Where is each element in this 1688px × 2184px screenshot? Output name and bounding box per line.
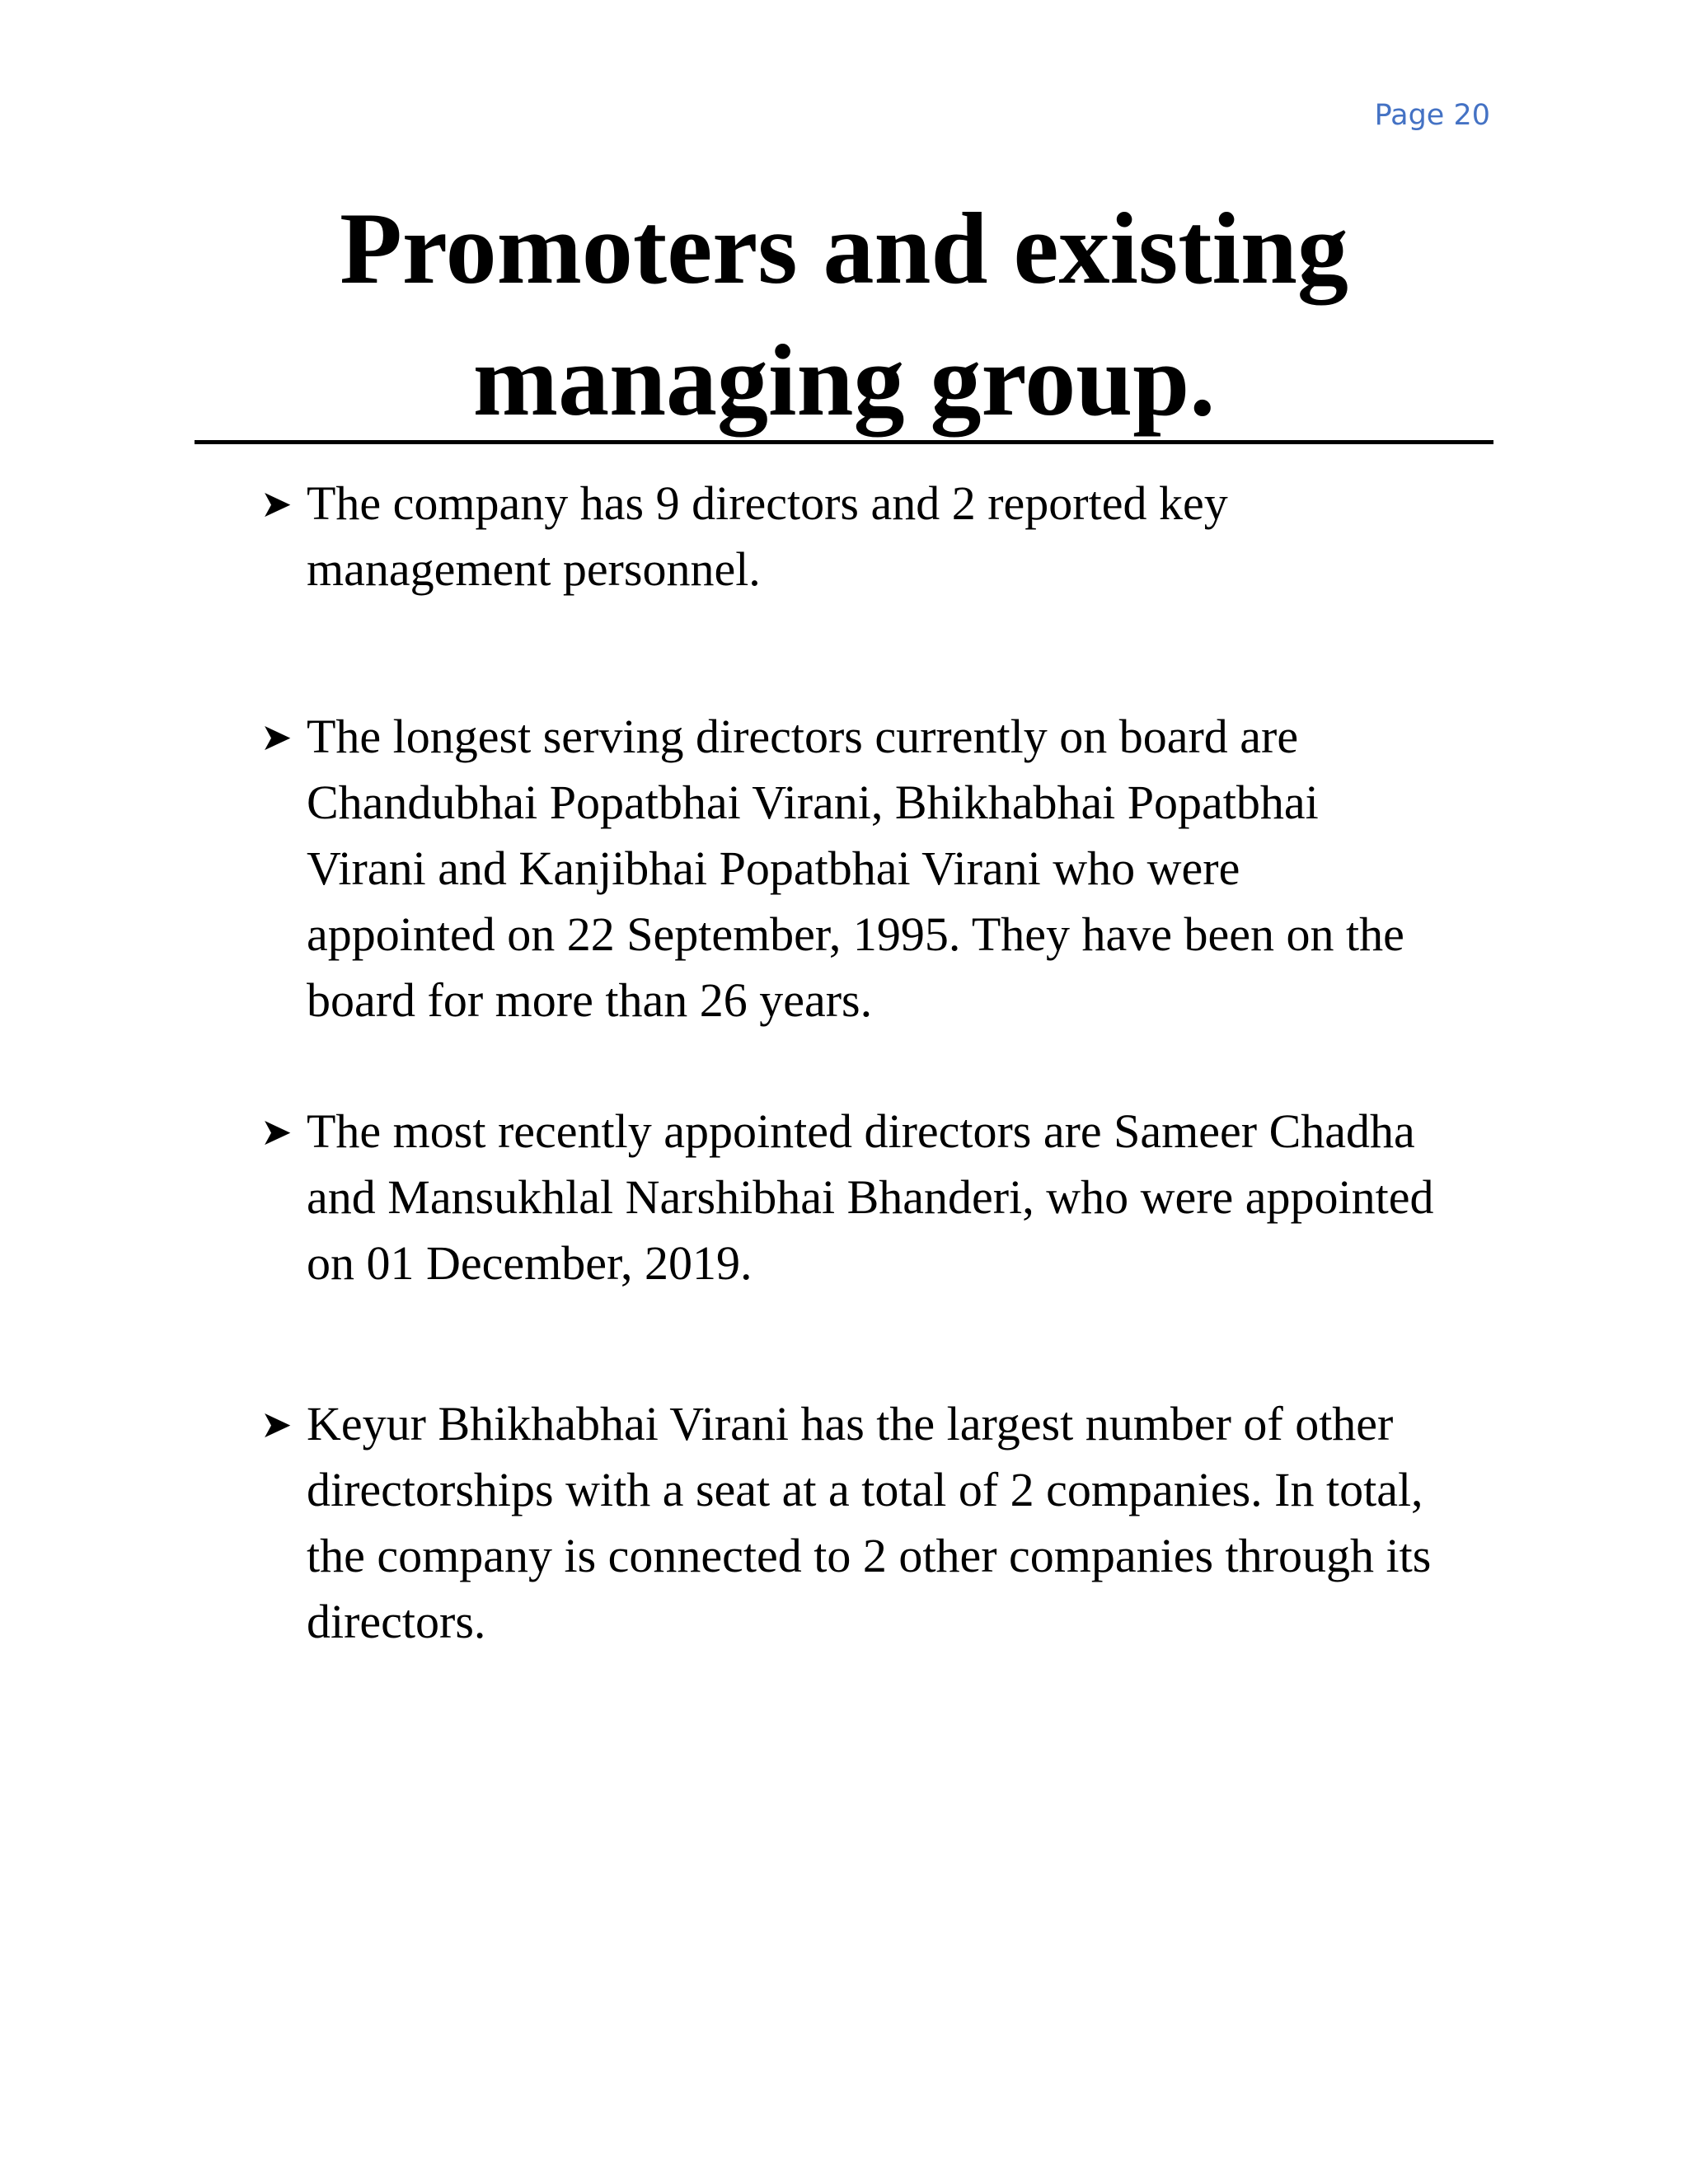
bullet-item-directors-count — [260, 471, 1497, 602]
page-title — [195, 183, 1493, 447]
bullet-text: The most recently appointed directors are Sameer Chadha and Mansukhlal Narshibhai Bhanderi, who were appointed on 01 December, 2019. — [307, 1104, 1434, 1290]
page-title-line-2: managing group. — [472, 324, 1216, 437]
arrowhead-bullet-icon: ➤ — [260, 1109, 293, 1154]
arrowhead-bullet-icon: ➤ — [260, 715, 293, 759]
page-number: Page 20 — [1374, 99, 1490, 132]
bullet-item-other-directorships — [260, 1391, 1497, 1655]
bullet-item-longest-serving — [260, 704, 1497, 1033]
arrowhead-bullet-icon: ➤ — [260, 1402, 293, 1446]
title-divider — [195, 440, 1493, 444]
bullet-text: Keyur Bhikhabhai Virani has the largest number of other directorships with a seat at a total of 2 companies. In total, the company is connected to 2 other companies through its directors. — [307, 1397, 1432, 1648]
arrowhead-bullet-icon: ➤ — [260, 481, 293, 526]
bullet-text: The longest serving directors currently on board are Chandubhai Popatbhai Virani, Bhikhabhai Popatbhai Virani and Kanjibhai Popatbhai Virani who were appointed on 22 September, 1995. They have been on the board for more than 26 years. — [307, 710, 1404, 1027]
page-title-line-1: Promoters and existing — [340, 192, 1348, 305]
bullet-text: The company has 9 directors and 2 reported key management personnel. — [307, 476, 1228, 596]
bullet-item-recent-appointments — [260, 1099, 1497, 1296]
